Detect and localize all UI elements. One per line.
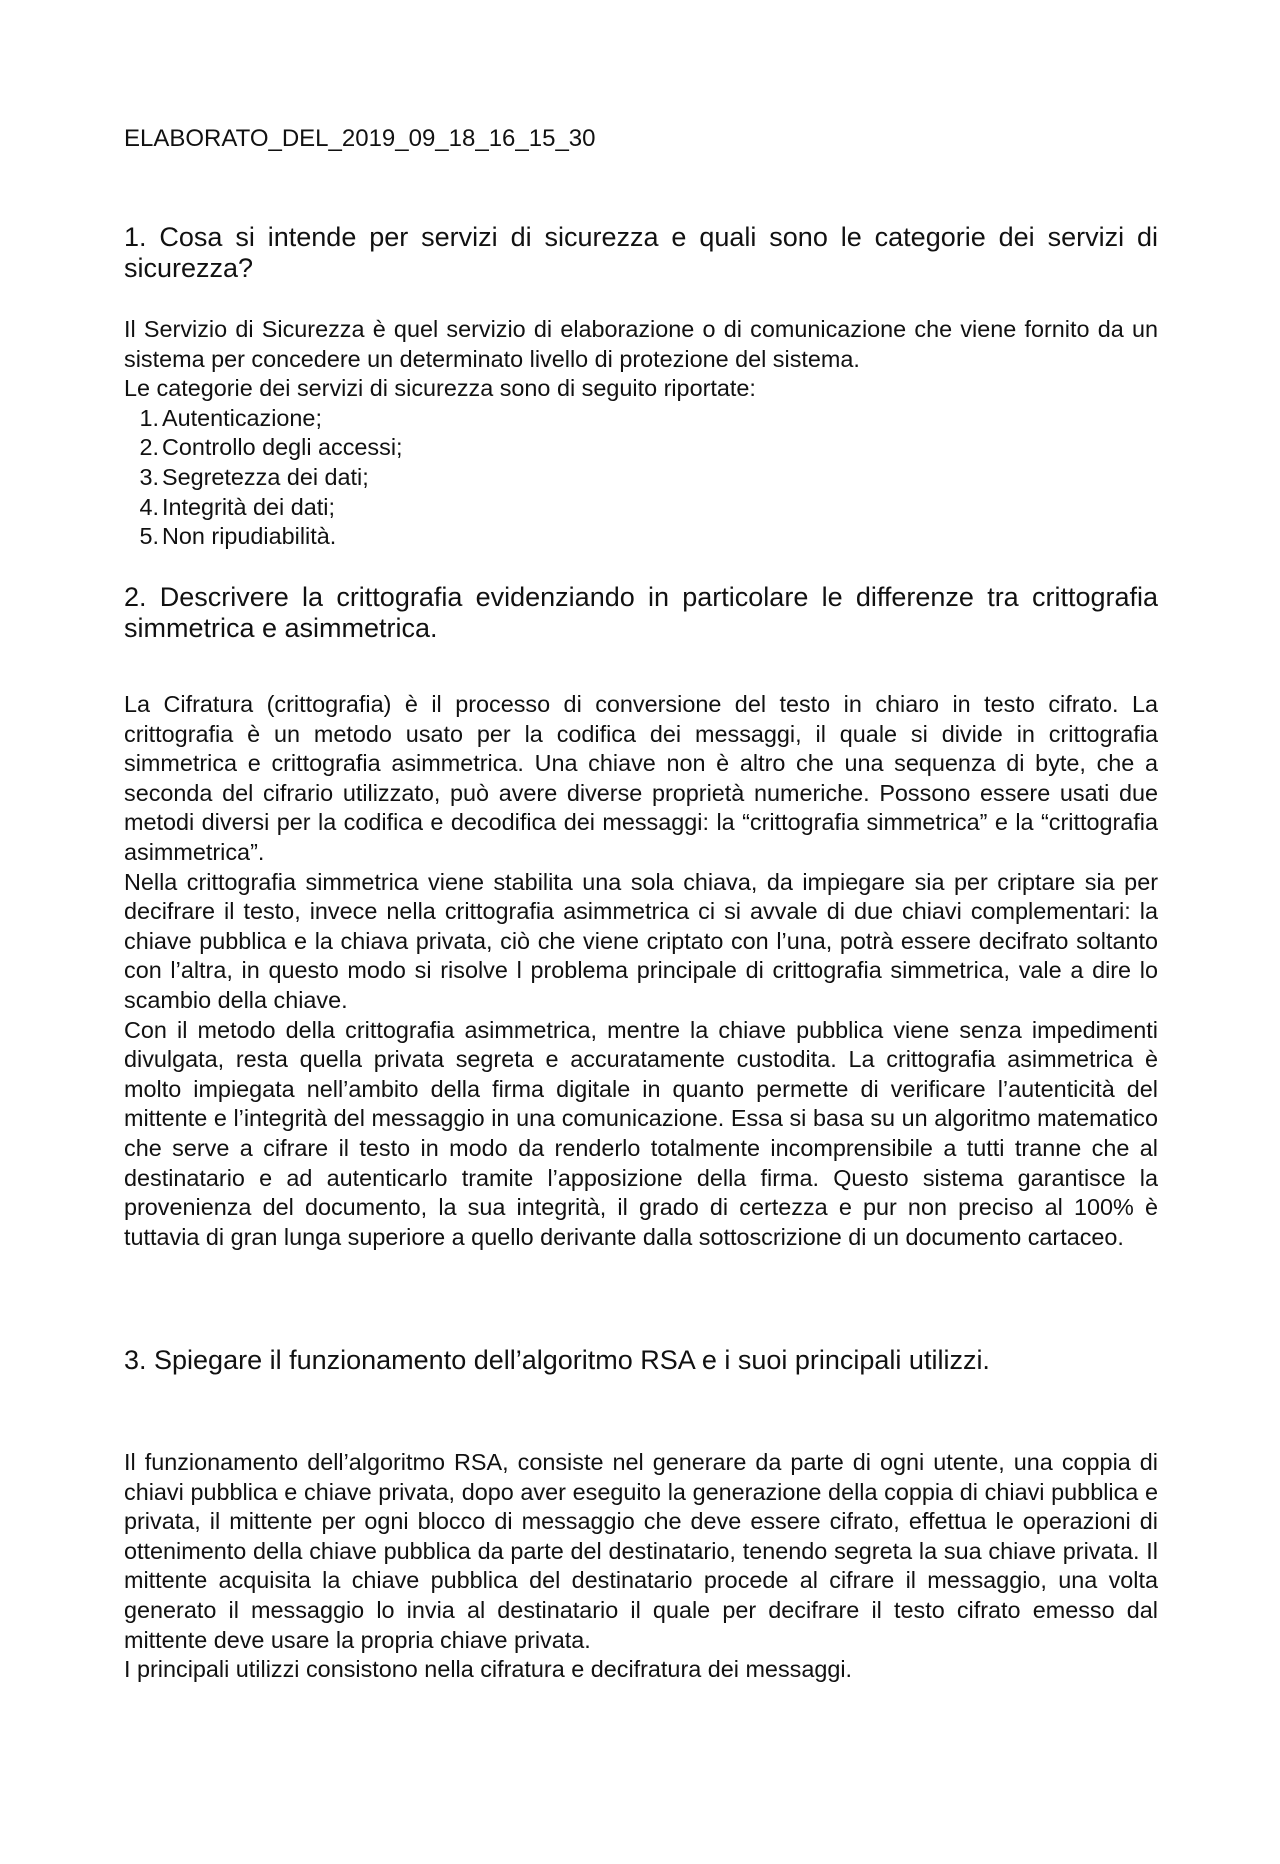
list-item-text: Non ripudiabilità.: [162, 523, 337, 550]
paragraph: Le categorie dei servizi di sicurezza sono di seguito riportate:: [124, 375, 756, 402]
list-item-number: 5.: [139, 523, 159, 550]
list-item-text: Autenticazione;: [162, 404, 322, 431]
list-item: [124, 433, 1158, 463]
question-1-heading: 1. Cosa si intende per servizi di sicurezza e quali sono le categorie dei servizi di sicurezza?: [124, 222, 1158, 283]
paragraph: Il funzionamento dell’algoritmo RSA, consiste nel generare da parte di ogni utente, una coppia di chiavi pubblica e chiave privata, dopo aver eseguito la generazione della coppia di chiavi pubblica e privata, il mittente per ogni blocco di messaggio che deve essere cifrato, effettua le operazioni di ottenimento della chiave pubblica da parte del destinatario, tenendo segreta la sua chiave privata. Il mittente acquisita la chiave pubblica del destinatario procede al cifrare il messaggio, una volta generato il messaggio lo invia al destinatario il quale per decifrare il testo cifrato emesso dal mittente deve usare la propria chiave privata.: [124, 1449, 1158, 1653]
list-item-number: 4.: [139, 493, 159, 520]
list-item-number: 3.: [139, 463, 159, 490]
list-item: [124, 522, 1158, 552]
paragraph: Il Servizio di Sicurezza è quel servizio di elaborazione o di comunicazione che viene fornito da un sistema per concedere un determinato livello di protezione del sistema.: [124, 316, 1158, 372]
section-3-body: [124, 1448, 1158, 1685]
paragraph: La Cifratura (crittografia) è il processo di conversione del testo in chiaro in testo cifrato. La crittografia è un metodo usato per la codifica dei messaggi, il quale si divide in crittografia simmetrica e crittografia asimmetrica. Una chiave non è altro che una sequenza di byte, che a seconda del cifrario utilizzato, può avere diverse proprietà numeriche. Possono essere usati due metodi diversi per la codifica e decodifica dei messaggi: la “crittografia simmetrica” e la “crittografia asimmetrica”.: [124, 691, 1158, 865]
question-2-heading: 2. Descrivere la crittografia evidenziando in particolare le differenze tra crittografia simmetrica e asimmetrica.: [124, 582, 1158, 643]
section-1-body: [124, 315, 1158, 552]
security-categories-list: [124, 404, 1158, 552]
question-3-heading: 3. Spiegare il funzionamento dell’algoritmo RSA e i suoi principali utilizzi.: [124, 1345, 990, 1375]
list-item-number: 2.: [139, 434, 159, 461]
section-2-body: [124, 690, 1158, 1252]
list-item-number: 1.: [139, 404, 159, 431]
list-item-text: Integrità dei dati;: [162, 493, 335, 520]
paragraph: Con il metodo della crittografia asimmetrica, mentre la chiave pubblica viene senza impedimenti divulgata, resta quella privata segreta e accuratamente custodita. La crittografia asimmetrica è molto impiegata nell’ambito della firma digitale in quanto permette di verificare l’autenticità del mittente e l’integrità del messaggio in una comunicazione. Essa si basa su un algoritmo matematico che serve a cifrare il testo in modo da renderlo totalmente incomprensibile a tutti tranne che al destinatario e ad autenticarlo tramite l’apposizione della firma. Questo sistema garantisce la provenienza del documento, la sua integrità, il grado di certezza e pur non preciso al 100% è tuttavia di gran lunga superiore a quello derivante dalla sottoscrizione di un documento cartaceo.: [124, 1016, 1158, 1250]
list-item: [124, 493, 1158, 523]
paragraph: I principali utilizzi consistono nella cifratura e decifratura dei messaggi.: [124, 1656, 853, 1683]
list-item: [124, 463, 1158, 493]
paragraph: Nella crittografia simmetrica viene stabilita una sola chiava, da impiegare sia per criptare sia per decifrare il testo, invece nella crittografia asimmetrica ci si avvale di due chiavi complementari: la chiave pubblica e la chiava privata, ciò che viene criptato con l’una, potrà essere decifrato soltanto con l’altra, in questo modo si risolve l problema principale di crittografia simmetrica, vale a dire lo scambio della chiave.: [124, 868, 1158, 1013]
document-title: ELABORATO_DEL_2019_09_18_16_15_30: [124, 125, 596, 152]
list-item: [124, 404, 1158, 434]
list-item-text: Segretezza dei dati;: [162, 463, 369, 490]
list-item-text: Controllo degli accessi;: [162, 434, 403, 461]
